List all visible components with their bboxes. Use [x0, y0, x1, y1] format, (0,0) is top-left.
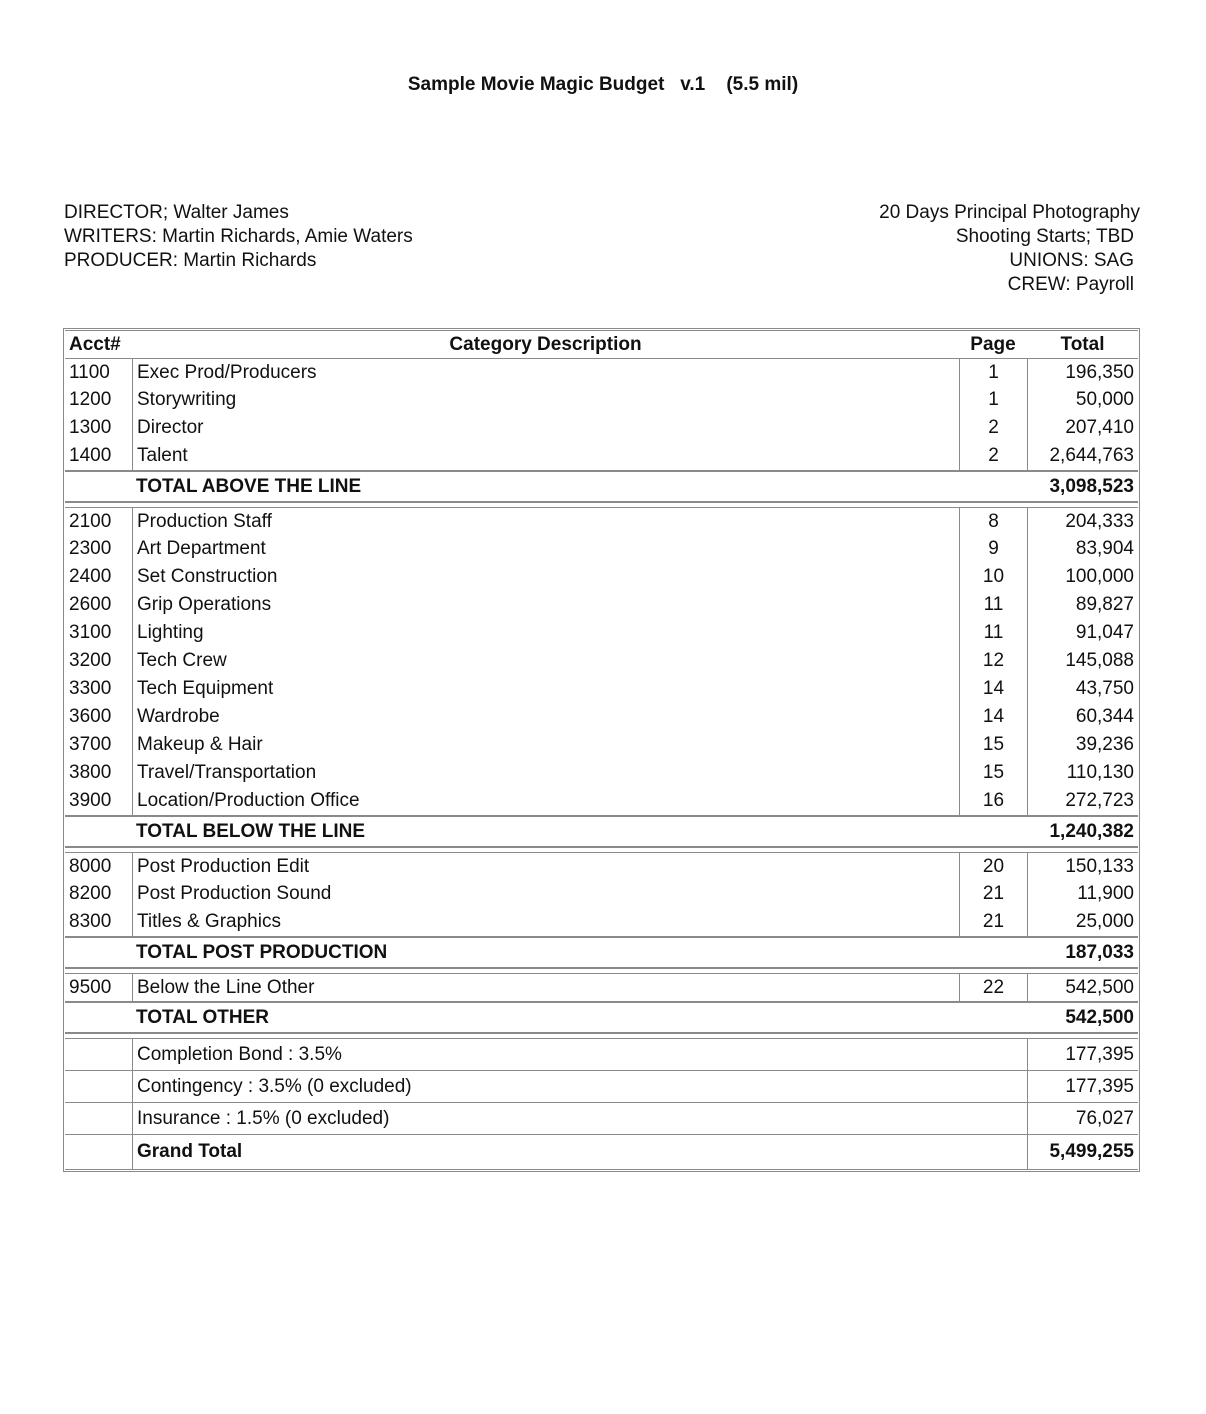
acct-column-header: Acct# [65, 330, 132, 358]
table-row [65, 759, 1138, 787]
subtotal-row [65, 815, 1138, 848]
acct-number: 1400 [69, 445, 112, 466]
subtotal-value: 542,500 [1027, 1001, 1138, 1034]
subtotal-page-spacer [959, 936, 1027, 969]
subtotal-label: TOTAL ABOVE THE LINE [132, 470, 959, 503]
subtotal-spacer [65, 936, 132, 969]
adjustment-spacer [65, 1070, 132, 1102]
row-total: 39,236 [1027, 731, 1138, 759]
page-number: 1 [959, 386, 1027, 414]
acct-number: 1300 [69, 417, 112, 438]
row-total: 100,000 [1027, 563, 1138, 591]
subtotal-spacer [65, 1001, 132, 1034]
subtotal-spacer [65, 470, 132, 503]
page-number: 2 [959, 414, 1027, 442]
acct-number: 8300 [69, 911, 112, 932]
category-description: Post Production Edit [132, 852, 959, 880]
row-total: 83,904 [1027, 535, 1138, 563]
acct-number: 3300 [69, 678, 112, 699]
table-row [65, 442, 1138, 470]
row-total: 89,827 [1027, 591, 1138, 619]
grand-total-label: Grand Total [132, 1134, 959, 1170]
row-total: 272,723 [1027, 787, 1138, 815]
category-description: Wardrobe [132, 703, 959, 731]
acct-number: 8000 [65, 852, 132, 880]
table-row [65, 647, 1138, 675]
adjustment-total: 76,027 [1027, 1102, 1138, 1134]
adjustment-row [65, 1102, 1138, 1134]
row-total: 2,644,763 [1027, 442, 1138, 470]
table-row [65, 675, 1138, 703]
producer-line: PRODUCER: Martin Richards [64, 250, 317, 271]
adjustment-description: Insurance : 1.5% (0 excluded) [132, 1102, 959, 1134]
category-description: Art Department [132, 535, 959, 563]
table-row [65, 852, 1138, 880]
acct-number: 2400 [69, 566, 112, 587]
page-number: 10 [959, 563, 1027, 591]
page-number: 2 [959, 442, 1027, 470]
writers-line: WRITERS: Martin Richards, Amie Waters [64, 226, 413, 247]
category-description: Tech Equipment [132, 675, 959, 703]
row-total: 145,088 [1027, 647, 1138, 675]
subtotal-value: 1,240,382 [1027, 815, 1138, 848]
acct-number: 3800 [69, 762, 112, 783]
budget-table-body [65, 358, 1138, 1170]
table-row [65, 619, 1138, 647]
grand-total-page-spacer [959, 1134, 1027, 1170]
category-description: Below the Line Other [132, 973, 959, 1001]
table-row [65, 414, 1138, 442]
row-total: 150,133 [1027, 852, 1138, 880]
page-column-header: Page [959, 330, 1027, 358]
category-description: Exec Prod/Producers [132, 358, 959, 386]
adjustment-row [65, 1038, 1138, 1070]
adjustment-total: 177,395 [1027, 1070, 1138, 1102]
row-total: 196,350 [1027, 358, 1138, 386]
category-description: Grip Operations [132, 591, 959, 619]
adjustment-total: 177,395 [1027, 1038, 1138, 1070]
subtotal-page-spacer [959, 1001, 1027, 1034]
row-total: 91,047 [1027, 619, 1138, 647]
category-description: Makeup & Hair [132, 731, 959, 759]
acct-number: 2600 [69, 594, 112, 615]
acct-number: 2100 [65, 507, 132, 535]
row-total: 110,130 [1027, 759, 1138, 787]
subtotal-row [65, 470, 1138, 503]
category-description: Lighting [132, 619, 959, 647]
production-info-block [879, 201, 1140, 297]
row-total: 542,500 [1027, 973, 1138, 1001]
page-number: 8 [959, 507, 1027, 535]
row-total: 204,333 [1027, 507, 1138, 535]
category-description: Titles & Graphics [132, 908, 959, 936]
table-row [65, 535, 1138, 563]
category-description: Tech Crew [132, 647, 959, 675]
row-total: 25,000 [1027, 908, 1138, 936]
row-total: 207,410 [1027, 414, 1138, 442]
row-total: 43,750 [1027, 675, 1138, 703]
document-title: Sample Movie Magic Budget v.1 (5.5 mil) [407, 74, 799, 95]
acct-number: 3100 [69, 622, 112, 643]
page-number: 11 [959, 619, 1027, 647]
subtotal-value: 3,098,523 [1027, 470, 1138, 503]
acct-number: 1100 [65, 358, 132, 386]
adjustment-page-spacer [959, 1038, 1027, 1070]
page-number: 14 [959, 703, 1027, 731]
subtotal-label: TOTAL POST PRODUCTION [132, 936, 959, 969]
page-number: 11 [959, 591, 1027, 619]
subtotal-row [65, 936, 1138, 969]
page-number: 15 [959, 759, 1027, 787]
acct-number: 2300 [69, 538, 112, 559]
row-total: 50,000 [1027, 386, 1138, 414]
table-row [65, 507, 1138, 535]
table-row [65, 880, 1138, 908]
subtotal-row [65, 1001, 1138, 1034]
row-total: 60,344 [1027, 703, 1138, 731]
page-number: 14 [959, 675, 1027, 703]
acct-number: 3700 [69, 734, 112, 755]
page-number: 16 [959, 787, 1027, 815]
page-number: 21 [959, 908, 1027, 936]
page-number: 15 [959, 731, 1027, 759]
table-row [65, 386, 1138, 414]
page-number: 20 [959, 852, 1027, 880]
table-row [65, 787, 1138, 815]
acct-number: 8200 [69, 883, 112, 904]
crew-line: CREW: Payroll [1007, 274, 1134, 295]
category-description: Travel/Transportation [132, 759, 959, 787]
table-header-row [65, 330, 1138, 358]
subtotal-value: 187,033 [1027, 936, 1138, 969]
shoot-days-line: 20 Days Principal Photography [879, 202, 1140, 223]
adjustment-spacer [65, 1038, 132, 1070]
page-number: 12 [959, 647, 1027, 675]
subtotal-label: TOTAL BELOW THE LINE [132, 815, 959, 848]
page-number: 1 [959, 358, 1027, 386]
description-column-header: Category Description [132, 330, 959, 358]
category-description: Set Construction [132, 563, 959, 591]
subtotal-spacer [65, 815, 132, 848]
category-description: Location/Production Office [132, 787, 959, 815]
category-description: Director [132, 414, 959, 442]
table-row [65, 358, 1138, 386]
acct-number: 3900 [69, 790, 112, 811]
table-row [65, 703, 1138, 731]
row-total: 11,900 [1027, 880, 1138, 908]
category-description: Post Production Sound [132, 880, 959, 908]
credits-block [64, 201, 413, 273]
adjustment-page-spacer [959, 1070, 1027, 1102]
page-number: 22 [959, 973, 1027, 1001]
adjustment-description: Contingency : 3.5% (0 excluded) [132, 1070, 959, 1102]
shooting-start-line: Shooting Starts; TBD [955, 226, 1134, 247]
category-description: Production Staff [132, 507, 959, 535]
grand-total-value: 5,499,255 [1027, 1134, 1138, 1170]
table-row [65, 563, 1138, 591]
acct-number: 1200 [69, 389, 112, 410]
page-number: 9 [959, 535, 1027, 563]
unions-line: UNIONS: SAG [1009, 250, 1134, 271]
adjustment-row [65, 1070, 1138, 1102]
subtotal-page-spacer [959, 470, 1027, 503]
acct-number: 3200 [69, 650, 112, 671]
category-description: Talent [132, 442, 959, 470]
category-description: Storywriting [132, 386, 959, 414]
table-row [65, 908, 1138, 936]
acct-number: 9500 [65, 973, 132, 1001]
adjustment-page-spacer [959, 1102, 1027, 1134]
grand-total-spacer [65, 1134, 132, 1170]
subtotal-label: TOTAL OTHER [132, 1001, 959, 1034]
grand-total-row [65, 1134, 1138, 1170]
table-row [65, 591, 1138, 619]
director-line: DIRECTOR; Walter James [64, 202, 289, 223]
acct-number: 3600 [69, 706, 112, 727]
budget-table [63, 328, 1140, 1172]
adjustment-description: Completion Bond : 3.5% [132, 1038, 959, 1070]
table-row [65, 973, 1138, 1001]
page-number: 21 [959, 880, 1027, 908]
table-row [65, 731, 1138, 759]
total-column-header: Total [1027, 330, 1138, 358]
adjustment-spacer [65, 1102, 132, 1134]
subtotal-page-spacer [959, 815, 1027, 848]
